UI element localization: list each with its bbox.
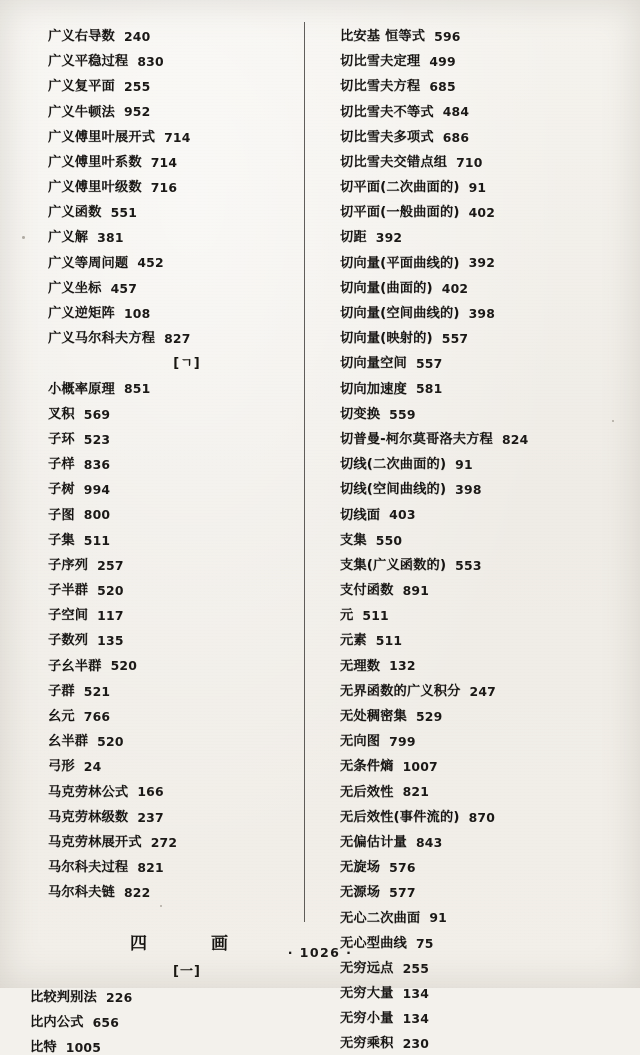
index-entry (30, 874, 304, 899)
index-entry (340, 673, 632, 698)
entry-term: 无穷大量 (340, 986, 394, 1002)
entry-page: 511 (375, 633, 403, 649)
left-entry-list-2 (30, 371, 304, 900)
entry-term: 子集 (48, 532, 75, 548)
group-marker: [一] (173, 963, 201, 979)
index-entry (340, 43, 632, 68)
section-heading-char2: 画 (211, 933, 230, 954)
index-entry (340, 874, 632, 899)
entry-page: 559 (389, 406, 416, 422)
entry-term: 无条件熵 (340, 759, 394, 775)
entry-term: 切比雪夫不等式 (340, 104, 434, 120)
entry-page: 226 (105, 989, 133, 1005)
entry-page: 799 (389, 734, 416, 750)
entry-page: 108 (123, 305, 151, 321)
entry-page: 766 (83, 708, 111, 724)
entry-term: 支付函数 (340, 583, 394, 599)
entry-term: 马克劳林级数 (48, 809, 129, 825)
entry-term: 切平面(一般曲面的) (340, 205, 460, 221)
entry-term: 广义傅里叶展开式 (48, 129, 156, 145)
index-entry (340, 1000, 632, 1025)
entry-term: 切线(空间曲线的) (340, 482, 447, 498)
entry-page: 402 (441, 280, 469, 296)
entry-term: 支集(广义函数的) (340, 557, 447, 573)
index-entry (30, 572, 304, 597)
index-entry (340, 698, 632, 723)
index-entry (340, 295, 632, 320)
entry-term: 广义右导数 (48, 28, 115, 44)
entry-term: 广义函数 (48, 205, 102, 221)
entry-page: 91 (429, 910, 447, 926)
entry-page: 830 (137, 53, 164, 69)
entry-term: 比特 (30, 1040, 57, 1055)
entry-term: 比较判别法 (30, 989, 97, 1005)
entry-page: 569 (83, 406, 111, 422)
entry-term: 无穷远点 (340, 960, 394, 976)
index-entry (340, 597, 632, 622)
index-entry (30, 43, 304, 68)
entry-page: 392 (375, 230, 403, 246)
left-entry-list-1 (30, 18, 304, 345)
entry-term: 无心型曲线 (340, 935, 407, 951)
entry-page: 891 (402, 582, 430, 598)
index-entry (340, 900, 632, 925)
paper-speck (160, 905, 162, 907)
entry-term: 广义傅里叶系数 (48, 154, 142, 170)
entry-term: 切变换 (340, 406, 381, 422)
index-entry (30, 220, 304, 245)
index-entry (30, 320, 304, 345)
entry-page: 581 (415, 381, 443, 397)
left-index-column (0, 18, 310, 1055)
entry-term: 切线面 (340, 507, 381, 523)
index-entry (340, 497, 632, 522)
entry-term: 无穷小量 (340, 1011, 394, 1027)
entry-term: 马克劳林公式 (48, 784, 129, 800)
entry-page: 134 (402, 985, 430, 1001)
entry-term: 无偏估计量 (340, 834, 407, 850)
entry-page: 557 (415, 356, 443, 372)
entry-term: 切比雪夫方程 (340, 79, 421, 95)
entry-page: 1005 (65, 1039, 102, 1055)
entry-page: 843 (415, 834, 443, 850)
paper-speck (612, 420, 614, 422)
entry-term: 无源场 (340, 885, 381, 901)
entry-term: 比内公式 (30, 1014, 84, 1030)
entry-page: 499 (429, 53, 456, 69)
index-entry (30, 94, 304, 119)
index-entry (30, 1029, 304, 1054)
index-entry (30, 471, 304, 496)
index-entry (340, 371, 632, 396)
index-entry (340, 446, 632, 471)
entry-page: 836 (83, 456, 111, 472)
index-entry (30, 169, 304, 194)
entry-term: 切向量(平面曲线的) (340, 255, 460, 271)
entry-page: 1007 (402, 759, 438, 775)
entry-term: 无处稠密集 (340, 709, 407, 725)
entry-term: 比安基 恒等式 (340, 28, 426, 44)
entry-term: 切向量(曲面的) (340, 280, 433, 296)
entry-page: 166 (137, 784, 164, 800)
index-entry (340, 1026, 632, 1051)
entry-term: 切距 (340, 230, 367, 246)
index-entry (340, 547, 632, 572)
entry-page: 656 (92, 1014, 120, 1030)
entry-page: 551 (110, 205, 138, 221)
entry-term: 切平面(二次曲面的) (340, 180, 460, 196)
index-entry (30, 144, 304, 169)
entry-page: 596 (434, 28, 461, 44)
index-entry (340, 169, 632, 194)
entry-term: 切向量(空间曲线的) (340, 306, 460, 322)
entry-term: 无向图 (340, 734, 381, 750)
entry-term: 广义平稳过程 (48, 54, 129, 70)
right-entry-list (340, 18, 632, 1051)
entry-page: 484 (442, 104, 470, 120)
entry-page: 230 (402, 1036, 430, 1052)
entry-page: 24 (83, 759, 102, 775)
page-folio: · 1026 · (287, 945, 353, 960)
entry-page: 255 (123, 79, 151, 95)
entry-page: 714 (164, 129, 191, 145)
index-entry (30, 295, 304, 320)
entry-page: 398 (468, 305, 496, 321)
entry-page: 716 (150, 179, 178, 195)
entry-term: 切向加速度 (340, 381, 407, 397)
entry-page: 824 (501, 431, 529, 447)
entry-page: 135 (97, 633, 124, 649)
entry-page: 240 (123, 28, 151, 44)
entry-page: 132 (389, 658, 416, 674)
entry-page: 520 (97, 734, 124, 750)
entry-term: 叉积 (48, 406, 75, 422)
entry-term: 马尔科夫链 (48, 885, 115, 901)
entry-page: 821 (137, 859, 164, 875)
index-entry (30, 522, 304, 547)
entry-page: 685 (429, 79, 456, 95)
entry-term: 弓形 (48, 759, 75, 775)
entry-page: 577 (389, 885, 416, 901)
index-entry (340, 220, 632, 245)
entry-page: 557 (441, 331, 469, 347)
entry-page: 452 (137, 255, 164, 271)
entry-page: 91 (455, 456, 473, 472)
index-entry (340, 245, 632, 270)
index-entry (30, 698, 304, 723)
entry-term: 切比雪夫交错点组 (340, 154, 448, 170)
entry-term: 幺元 (48, 709, 75, 725)
entry-term: 无穷乘积 (340, 1036, 394, 1052)
index-entry (30, 18, 304, 43)
index-entry (30, 245, 304, 270)
entry-page: 381 (97, 230, 124, 246)
entry-page: 237 (137, 809, 164, 825)
entry-page: 398 (455, 482, 482, 498)
entry-page: 529 (415, 708, 443, 724)
left-entry-list-3 (30, 979, 304, 1055)
index-entry (30, 396, 304, 421)
index-entry (30, 194, 304, 219)
index-entry (340, 421, 632, 446)
entry-page: 550 (375, 532, 403, 548)
entry-term: 子环 (48, 431, 75, 447)
index-entry (340, 774, 632, 799)
entry-page: 994 (83, 482, 111, 498)
entry-term: 马克劳林展开式 (48, 834, 142, 850)
entry-term: 无后效性(事件流的) (340, 809, 460, 825)
index-entry (340, 194, 632, 219)
index-entry (30, 497, 304, 522)
index-entry (340, 68, 632, 93)
index-entry (340, 748, 632, 773)
entry-term: 元 (340, 608, 354, 624)
index-entry (340, 824, 632, 849)
index-entry (30, 119, 304, 144)
index-entry (340, 144, 632, 169)
entry-page: 91 (468, 179, 487, 195)
entry-page: 117 (97, 608, 124, 624)
entry-page: 553 (455, 557, 482, 573)
index-entry (30, 648, 304, 673)
entry-page: 576 (389, 859, 416, 875)
index-entry (30, 421, 304, 446)
entry-page: 520 (97, 582, 124, 598)
entry-term: 切普曼-柯尔莫哥洛夫方程 (340, 431, 493, 447)
entry-page: 247 (469, 683, 496, 699)
index-entry (30, 979, 304, 1004)
index-entry (340, 572, 632, 597)
index-entry (30, 371, 304, 396)
entry-term: 幺半群 (48, 734, 89, 750)
index-entry (30, 723, 304, 748)
entry-term: 无界函数的广义积分 (340, 683, 461, 699)
entry-term: 马尔科夫过程 (48, 860, 129, 876)
entry-term: 切比雪夫定理 (340, 54, 421, 70)
index-entry (30, 68, 304, 93)
index-entry (30, 748, 304, 773)
entry-term: 子幺半群 (48, 658, 102, 674)
entry-term: 切比雪夫多项式 (340, 129, 434, 145)
index-entry (30, 799, 304, 824)
entry-term: 广义解 (48, 230, 89, 246)
entry-page: 403 (389, 507, 416, 523)
index-entry (30, 597, 304, 622)
entry-term: 小概率原理 (48, 381, 115, 397)
entry-term: 广义等周问题 (48, 255, 129, 271)
entry-term: 切向量(映射的) (340, 331, 433, 347)
index-entry (340, 799, 632, 824)
entry-term: 广义逆矩阵 (48, 306, 115, 322)
index-entry (340, 345, 632, 370)
index-entry (30, 623, 304, 648)
entry-page: 686 (442, 129, 470, 145)
entry-term: 广义马尔科夫方程 (48, 331, 156, 347)
index-entry (340, 623, 632, 648)
entry-page: 511 (83, 532, 111, 548)
group-marker: [ㄱ] (173, 355, 201, 371)
entry-page: 272 (150, 834, 178, 850)
entry-term: 广义牛顿法 (48, 104, 115, 120)
index-entry (30, 849, 304, 874)
index-entry (340, 270, 632, 295)
entry-term: 无理数 (340, 658, 381, 674)
index-entry (30, 1004, 304, 1029)
entry-term: 切线(二次曲面的) (340, 457, 447, 473)
entry-page: 952 (123, 104, 151, 120)
index-entry (340, 396, 632, 421)
entry-page: 402 (468, 205, 496, 221)
entry-page: 134 (402, 1011, 430, 1027)
entry-term: 广义坐标 (48, 280, 102, 296)
entry-term: 无旋场 (340, 860, 381, 876)
entry-page: 257 (97, 557, 124, 573)
index-entry (340, 119, 632, 144)
entry-page: 870 (468, 809, 496, 825)
entry-term: 子序列 (48, 557, 89, 573)
entry-term: 子群 (48, 683, 75, 699)
index-entry (340, 320, 632, 345)
index-entry (340, 522, 632, 547)
entry-term: 子数列 (48, 633, 89, 649)
entry-term: 子树 (48, 482, 75, 498)
entry-page: 851 (123, 381, 151, 397)
entry-term: 支集 (340, 532, 367, 548)
entry-term: 元素 (340, 633, 367, 649)
entry-term: 子空间 (48, 608, 89, 624)
index-entry (340, 94, 632, 119)
index-entry (340, 18, 632, 43)
entry-page: 520 (110, 658, 138, 674)
entry-page: 822 (123, 885, 151, 901)
entry-page: 457 (110, 280, 138, 296)
entry-page: 827 (164, 331, 191, 347)
entry-page: 800 (83, 507, 111, 523)
index-entry (340, 648, 632, 673)
entry-page: 75 (415, 935, 434, 951)
index-entry (30, 774, 304, 799)
index-entry (30, 824, 304, 849)
index-entry (30, 446, 304, 471)
entry-page: 392 (468, 255, 496, 271)
entry-term: 广义傅里叶级数 (48, 180, 142, 196)
entry-page: 710 (456, 154, 483, 170)
entry-page: 511 (362, 608, 389, 624)
entry-page: 714 (150, 154, 178, 170)
index-entry (30, 547, 304, 572)
index-entry (340, 849, 632, 874)
entry-term: 子图 (48, 507, 75, 523)
entry-page: 255 (402, 960, 430, 976)
entry-term: 广义复平面 (48, 79, 115, 95)
index-entry (30, 270, 304, 295)
entry-term: 无心二次曲面 (340, 910, 421, 926)
entry-term: 切向量空间 (340, 356, 407, 372)
index-entry (340, 723, 632, 748)
index-entry (30, 673, 304, 698)
entry-term: 子半群 (48, 583, 89, 599)
entry-term: 无后效性 (340, 784, 394, 800)
index-entry (340, 471, 632, 496)
section-heading-char1: 四 (130, 933, 149, 954)
entry-page: 821 (402, 784, 430, 800)
entry-page: 521 (83, 683, 111, 699)
paper-speck (22, 236, 25, 239)
entry-term: 子样 (48, 457, 75, 473)
entry-page: 523 (83, 431, 111, 447)
